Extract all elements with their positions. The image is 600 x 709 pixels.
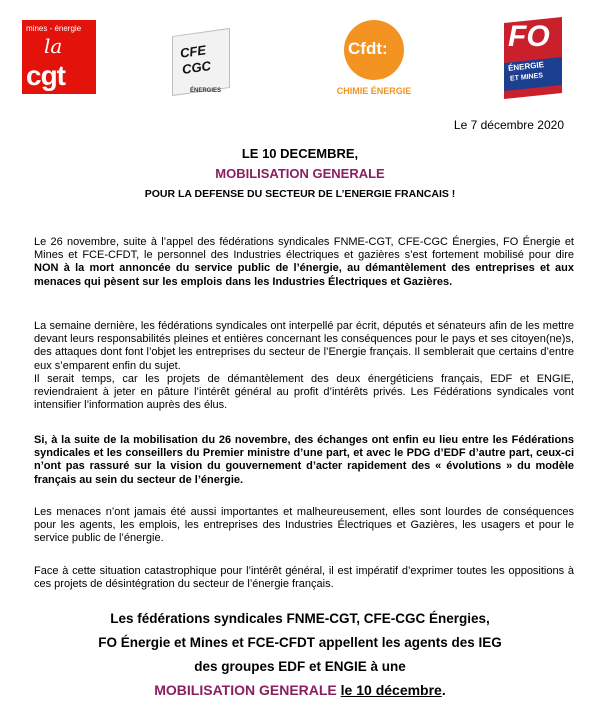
title-line3: POUR LA DEFENSE DU SECTEUR DE L’ENERGIE FRANCAIS ! — [144, 188, 456, 200]
closing-mobilisation: MOBILISATION GENERALE — [154, 682, 337, 698]
cfdt-logo-word: Cfdt: — [348, 39, 388, 58]
paragraph-5: Face à cette situation catastrophique pour l’intérêt général, il est impératif d’exprimer toutes les oppositions à ces projets de désintégration du secteur de l’énergie français. — [34, 565, 574, 591]
cfdt-logo — [334, 20, 414, 106]
paragraph-2-text-b: Il serait temps, car les projets de démantèlement des deux énergéticiens français, EDF et ENGIE, reviendraient à jeter en pâture l’intérêt général au profit d’intérêts privés. Les Fédérations syndicales vont intensifier l’information auprès des élus. — [34, 372, 574, 412]
paragraph-4: Les menaces n’ont jamais été aussi importantes et malheureusement, elles sont lourdes de conséquences pour les agents, les emplois, les entreprises des Industries Électriques et Gazières, les usagers et pour le service public de l’énergie. — [34, 506, 574, 545]
cfe-logo-line1: CFE — [179, 42, 207, 61]
closing-date: le 10 décembre — [340, 682, 442, 698]
cfe-logo-line3: ÉNERGIES — [190, 88, 222, 94]
paragraph-3: Si, à la suite de la mobilisation du 26 novembre, des échanges ont enfin eu lieu entre les Fédérations syndicales et les conseillers du Premier ministre d’une part, et avec le PDG d’EDF d’autre part, ceux-ci n’ont pas rassuré sur la vision du gouvernement d’acter rapidement des « évolutions » du modèle français au sein du secteur de l’énergie. — [34, 434, 574, 486]
closing-line3: des groupes EDF et ENGIE à une — [194, 659, 406, 674]
logo-bar — [0, 0, 600, 115]
paragraph-1-bold: NON à la mort annoncée du service public de l’énergie, au démantèlement des entreprises et aux menaces qui pèsent sur les emplois dans les Industries Électriques et Gazières. — [34, 262, 574, 288]
closing-period: . — [441, 682, 446, 698]
fo-logo-word: FO — [508, 20, 550, 53]
closing-line4 — [0, 682, 600, 698]
fo-logo-band1: ÉNERGIE — [507, 60, 545, 73]
cgt-logo-la: la — [44, 34, 63, 58]
closing-line1: Les fédérations syndicales FNME-CGT, CFE-CGC Énergies, — [110, 611, 490, 626]
cgt-logo-word: cgt — [26, 60, 65, 91]
paragraph-1 — [34, 236, 574, 289]
paragraph-2-text-a: La semaine dernière, les fédérations syndicales ont interpellé par écrit, députés et sénateurs afin de les mettre devant leurs responsabilités pleines et entières concernant les conséquences pour le pays et ses citoyen(ne)s, des attaques dont font l’objet les entreprises du secteur de l’Energie français. Il semblerait que certains d’entre eux s’emparent enfin du sujet. — [34, 320, 574, 372]
closing-line2: FO Énergie et Mines et FCE-CFDT appellent les agents des IEG — [98, 635, 502, 650]
paragraph-2 — [34, 320, 574, 412]
title-line1: LE 10 DECEMBRE, — [241, 146, 359, 161]
cfe-cgc-logo — [162, 26, 240, 102]
cgt-logo-subtitle: mines - énergie — [26, 24, 82, 33]
cfdt-logo-sub: CHIMIE ÉNERGIE — [336, 86, 412, 96]
paragraph-1-text: Le 26 novembre, suite à l’appel des fédérations syndicales FNME-CGT, CFE-CGC Énergies, FO Énergie et Mines et FCE-CFDT, le personnel des Industries électriques et gazières s’est fortement mobilisé pour dire — [34, 236, 574, 262]
document-date: Le 7 décembre 2020 — [453, 118, 564, 132]
title-line2: MOBILISATION GENERALE — [215, 166, 385, 181]
fo-logo — [500, 16, 566, 98]
cfe-logo-line2: CGC — [181, 58, 212, 77]
cgt-logo — [22, 20, 96, 94]
fo-logo-band2: ET MINES — [509, 72, 544, 83]
